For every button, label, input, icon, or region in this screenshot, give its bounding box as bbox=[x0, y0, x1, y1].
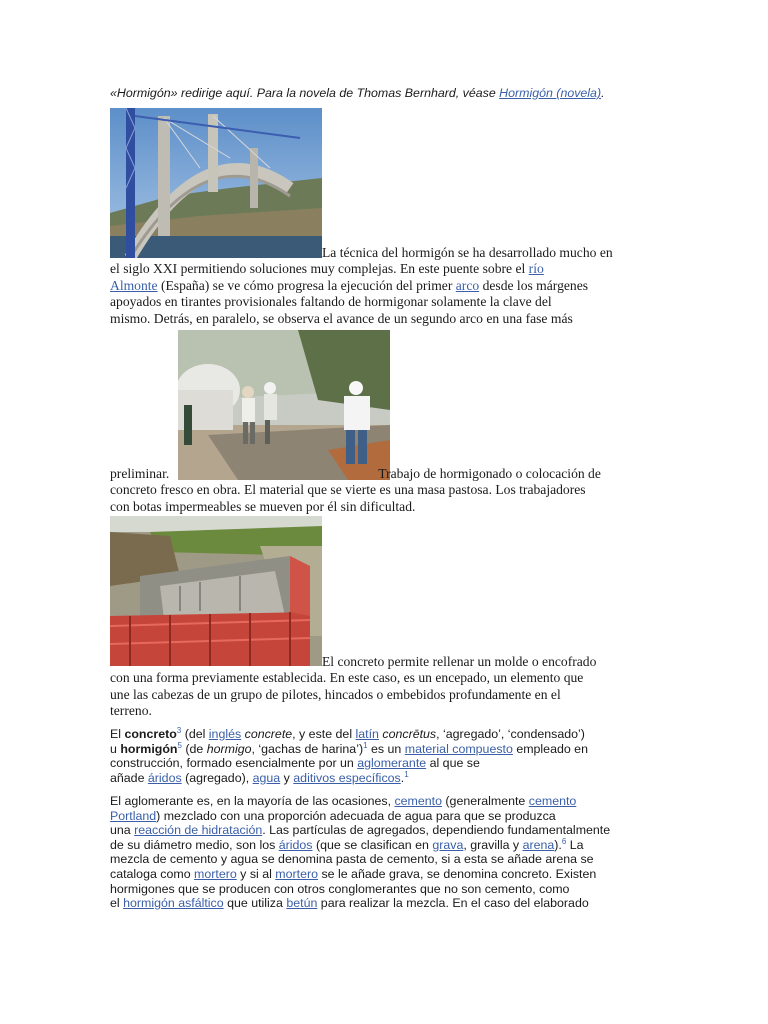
p2-text-a1: El aglomerante es, en la mayoría de las ocasiones, bbox=[110, 794, 395, 808]
link-ingles[interactable]: inglés bbox=[208, 727, 242, 741]
caption-bridge-line-4: apoyados en tirantes provisionales faltando de hormigonar solamente la clave del bbox=[110, 294, 552, 310]
p2-text-d5: La bbox=[566, 837, 584, 852]
ref-1[interactable]: 1 bbox=[363, 740, 368, 750]
p1-text-d2: (agregado), bbox=[181, 770, 253, 785]
p2-text-d3: , gravilla y bbox=[463, 837, 523, 852]
hatnote-text: «Hormigón» redirige aquí. Para la novela de Thomas Bernhard, véase bbox=[110, 86, 500, 100]
hatnote bbox=[110, 86, 670, 101]
ref-5[interactable]: 5 bbox=[177, 740, 182, 750]
p1-text-c1: construcción, formado esencialmente por un bbox=[110, 756, 358, 771]
link-latin[interactable]: latín bbox=[355, 727, 379, 741]
link-aglomerante[interactable]: aglomerante bbox=[357, 756, 427, 771]
p1-text-b6: empleado en bbox=[512, 741, 588, 756]
link-material-compuesto[interactable]: material compuesto bbox=[404, 741, 513, 756]
p2-text-a2: (generalmente bbox=[441, 794, 529, 808]
p1-text-d4: . bbox=[400, 770, 405, 785]
formwork-photo bbox=[110, 516, 322, 666]
p2-text-g1: hormigones que se producen con otros conglomerantes que no son cemento, como bbox=[110, 881, 570, 896]
term-concreto: concreto bbox=[124, 727, 177, 741]
p2-text-h3: para realizar la mezcla. En el caso del elaborado bbox=[317, 896, 589, 911]
p2-text-c1: una bbox=[110, 823, 135, 838]
p1-text-u: u bbox=[110, 741, 121, 756]
p2-text-f3: se le añade grava, se denomina concreto. Existen bbox=[318, 866, 597, 881]
caption-formwork-line-4: terreno. bbox=[110, 703, 152, 719]
link-reaccion-hidratacion[interactable]: reacción de hidratación bbox=[134, 823, 263, 838]
caption-bridge-line-5: mismo. Detrás, en paralelo, se observa el avance de un segundo arco en una fase más bbox=[110, 310, 573, 326]
p2-text-b1: ) mezclado con una proporción adecuada de agua para que se produzca bbox=[156, 808, 556, 823]
p2-text-c2: . Las partículas de agregados, dependiendo fundamentalmente bbox=[262, 823, 611, 838]
p1-italic-concrete: concrete bbox=[244, 727, 293, 741]
link-cemento[interactable]: cemento bbox=[394, 794, 442, 808]
caption-pouring bbox=[110, 466, 658, 515]
paragraph-aglomerante bbox=[110, 794, 658, 911]
link-rio-almonte[interactable]: río bbox=[528, 261, 544, 277]
caption-bridge bbox=[110, 245, 658, 327]
p1-text-b4: , ‘gachas de harina’) bbox=[251, 741, 364, 756]
caption-bridge-line-6: preliminar. bbox=[110, 466, 170, 481]
link-arco[interactable]: arco bbox=[455, 277, 480, 293]
p2-text-d4: ). bbox=[554, 837, 562, 852]
caption-bridge-line-3: (España) se ve cómo progresa la ejecución del primer bbox=[157, 277, 456, 293]
link-betun[interactable]: betún bbox=[286, 896, 318, 911]
caption-formwork-line-3: une las cabezas de un grupo de pilotes, hincados o embebidos profundamente en el bbox=[110, 686, 561, 702]
link-arena[interactable]: arena bbox=[522, 837, 555, 852]
caption-formwork bbox=[110, 654, 658, 720]
link-hormigon-asfaltico[interactable]: hormigón asfáltico bbox=[123, 896, 224, 911]
ref-1b[interactable]: 1 bbox=[404, 769, 409, 779]
hatnote-suffix: . bbox=[601, 86, 605, 100]
p1-italic-concretus: concrētus bbox=[382, 727, 437, 741]
caption-pouring-line-1: Trabajo de hormigonado o colocación de bbox=[378, 466, 601, 481]
hatnote-link-novela[interactable]: Hormigón (novela) bbox=[499, 86, 602, 100]
p1-italic-hormigo: hormigo bbox=[206, 741, 252, 756]
p1-text-a6: , ‘agregado’, ‘condensado’) bbox=[436, 727, 585, 741]
p1-text-b3: (de bbox=[181, 741, 207, 756]
link-agua[interactable]: agua bbox=[252, 770, 281, 785]
link-grava[interactable]: grava bbox=[432, 837, 464, 852]
p1-text-d1: añade bbox=[110, 770, 148, 785]
link-aridos-2[interactable]: áridos bbox=[278, 837, 313, 852]
paragraph-definition bbox=[110, 727, 658, 785]
caption-bridge-line-1: La técnica del hormigón se ha desarrollado mucho en bbox=[322, 245, 613, 260]
p2-text-h2: que utiliza bbox=[223, 896, 287, 911]
caption-pouring-line-2: concreto fresco en obra. El material que se vierte es una masa pastosa. Los trabajadores bbox=[110, 482, 586, 498]
p1-text-b5: es un bbox=[367, 741, 405, 756]
link-aridos[interactable]: áridos bbox=[147, 770, 182, 785]
term-hormigon: hormigón bbox=[120, 741, 178, 756]
ref-6[interactable]: 6 bbox=[561, 836, 567, 846]
caption-bridge-line-3-end: desde los márgenes bbox=[479, 277, 589, 293]
link-cemento-portland-2[interactable]: Portland bbox=[110, 808, 157, 823]
p2-text-d2: (que se clasifican en bbox=[312, 837, 433, 852]
p1-text-a2: (del bbox=[181, 727, 209, 741]
p1-text-a4: , y este del bbox=[292, 727, 356, 741]
link-cemento-portland[interactable]: cemento bbox=[528, 794, 577, 808]
link-almonte[interactable]: Almonte bbox=[110, 277, 158, 293]
p2-text-f1: cataloga como bbox=[110, 866, 195, 881]
ref-3[interactable]: 3 bbox=[176, 725, 182, 735]
link-mortero[interactable]: mortero bbox=[194, 866, 237, 881]
caption-bridge-line-2: el siglo XXI permitiendo soluciones muy complejas. En este puente sobre el bbox=[110, 261, 529, 277]
p2-text-h1: el bbox=[110, 896, 124, 911]
bridge-arch-photo bbox=[110, 108, 322, 258]
p2-text-e1: mezcla de cemento y agua se denomina pasta de cemento, si a esta se añade arena se bbox=[110, 852, 594, 867]
p1-text-d3: y bbox=[280, 770, 294, 785]
link-aditivos[interactable]: aditivos específicos bbox=[293, 770, 401, 785]
link-mortero-2[interactable]: mortero bbox=[275, 866, 318, 881]
caption-formwork-line-2: con una forma previamente establecida. En este caso, es un encepado, un elemento que bbox=[110, 670, 584, 686]
p2-text-d1: de su diámetro medio, son los bbox=[110, 837, 279, 852]
caption-formwork-line-1: El concreto permite rellenar un molde o encofrado bbox=[322, 654, 597, 669]
p2-text-f2: y si al bbox=[236, 866, 276, 881]
caption-pouring-line-3: con botas impermeables se mueven por él sin dificultad. bbox=[110, 498, 416, 514]
p1-text-c2: al que se bbox=[426, 756, 480, 771]
concrete-pouring-photo bbox=[178, 330, 390, 480]
p1-text-a1: El bbox=[110, 727, 125, 741]
